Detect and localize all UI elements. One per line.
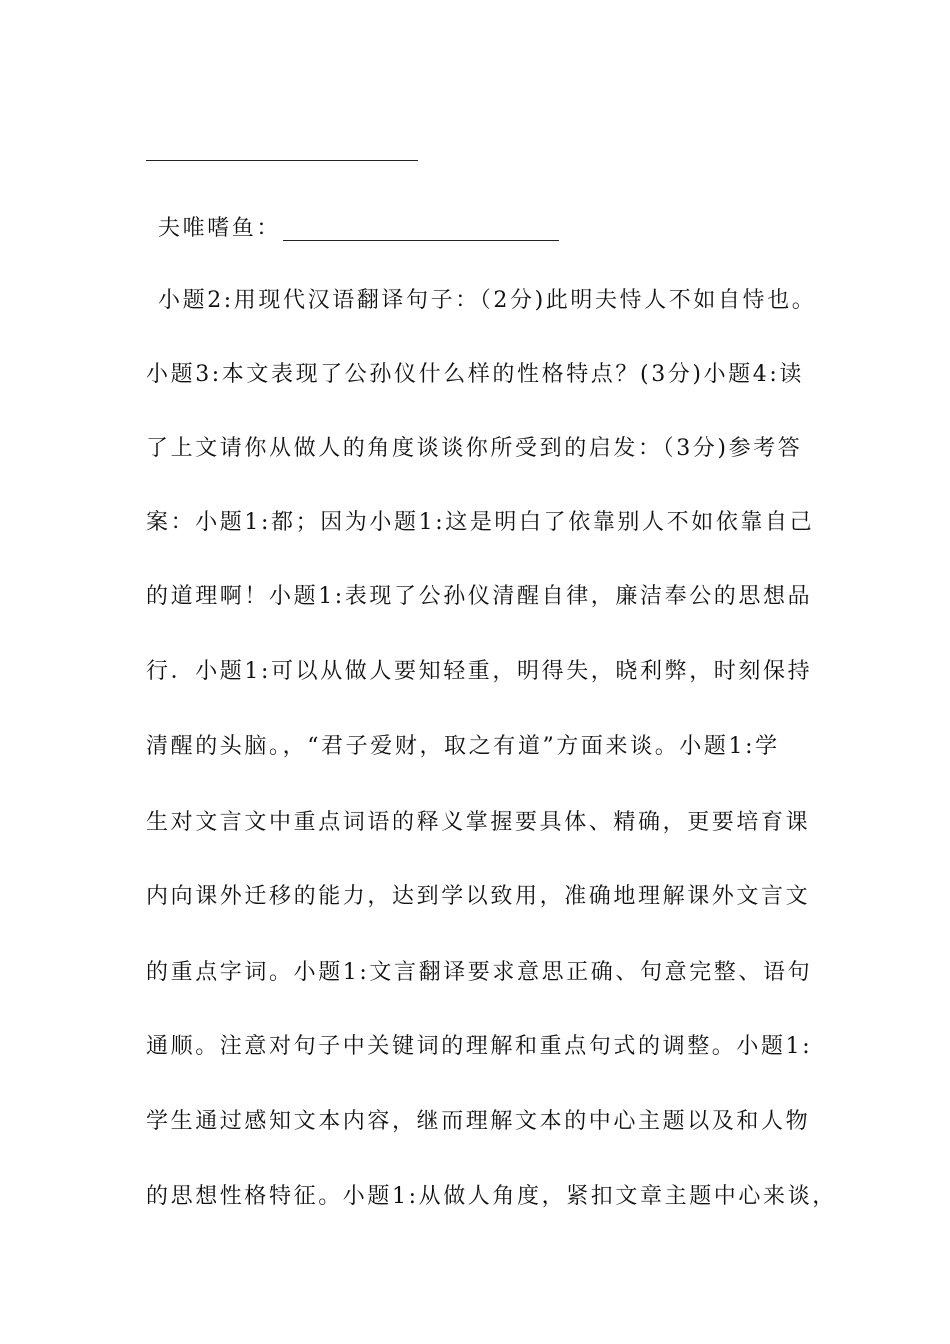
text-line: 的思想性格特征。小题1:从做人角度，紧扣文章主题中心来谈， xyxy=(146,1184,837,1209)
text-line: 通顺。注意对句子中关键词的理解和重点句式的调整。小题1: xyxy=(146,1034,813,1059)
text-line: 生对文言文中重点词语的释义掌握要具体、精确，更要培育课 xyxy=(146,810,811,835)
blank-label: 夫唯嗜鱼： xyxy=(158,216,282,241)
text-line: 清醒的头脑。，“君子爱财，取之有道”方面来谈。小题1:学 xyxy=(146,734,780,759)
text-line: 行．小题1:可以从做人要知轻重，明得失，晓利弊，时刻保持 xyxy=(146,659,813,684)
fill-in-question xyxy=(158,214,559,244)
text-line: 小题2:用现代汉语翻译句子：（2分)此明夫恃人不如自恃也。 xyxy=(158,288,817,313)
answer-blank-line xyxy=(146,160,418,161)
text-line: 案：小题1:都；因为小题1:这是明白了依靠别人不如依靠自己 xyxy=(146,510,815,535)
answer-blank xyxy=(283,240,559,241)
text-line: 内向课外迁移的能力，达到学以致用，准确地理解课外文言文 xyxy=(146,884,811,909)
text-line: 的重点字词。小题1:文言翻译要求意思正确、句意完整、语句 xyxy=(146,960,813,985)
text-line: 学生通过感知文本内容，继而理解文本的中心主题以及和人物 xyxy=(146,1109,811,1134)
text-line: 的道理啊！小题1:表现了公孙仪清醒自律，廉洁奉公的思想品 xyxy=(146,584,813,609)
text-line: 小题3:本文表现了公孙仪什么样的性格特点？(3分)小题4:读 xyxy=(146,362,804,387)
text-line: 了上文请你从做人的角度谈谈你所受到的启发：（3分)参考答 xyxy=(146,436,803,461)
